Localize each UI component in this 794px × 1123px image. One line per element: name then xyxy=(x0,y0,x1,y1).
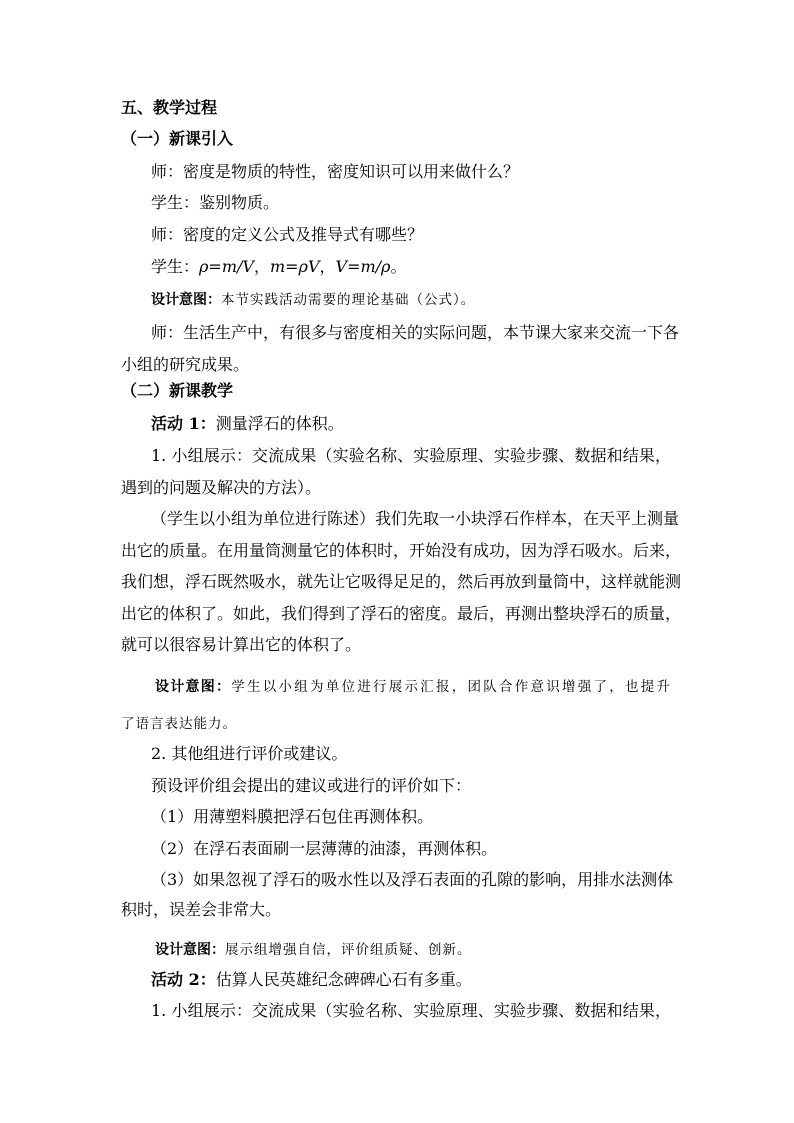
part1-heading: （一）新课引入 xyxy=(121,129,234,148)
part2-heading: （二）新课教学 xyxy=(121,381,234,400)
item-3-line-1: 1. 小组展示：交流成果（实验名称、实验原理、实验步骤、数据和结果， xyxy=(151,1001,671,1020)
sub-item-2: （2）在浮石表面刷一层薄薄的油漆，再测体积。 xyxy=(151,839,498,858)
sub-item-1: （1）用薄塑料膜把浮石包住再测体积。 xyxy=(151,807,434,826)
sub-item-3-line-1: （3）如果忽视了浮石的吸水性以及浮石表面的孔隙的影响，用排水法测体 xyxy=(151,870,674,889)
dialog-line-2: 学生：鉴别物质。 xyxy=(151,193,280,212)
para-line-1: 师：生活生产中，有很多与密度相关的实际问题，本节课大家来交流一下各 xyxy=(151,323,680,342)
design-note-2 xyxy=(155,676,671,698)
story-line-1: （学生以小组为单位进行陈述）我们先取一小块浮石作样本，在天平上测量 xyxy=(151,509,680,528)
item-1-line-2: 遇到的问题及解决的方法）。 xyxy=(121,478,322,497)
preset-line: 预设评价组会提出的建议或进行的评价如下： xyxy=(151,776,472,795)
formula-prefix: 学生： xyxy=(151,257,200,276)
activity-1-text: 测量浮石的体积。 xyxy=(215,414,344,433)
formula-volume: V=m/ρ xyxy=(335,257,391,276)
formula-sep-2: ， xyxy=(319,257,336,276)
design-note-3-label: 设计意图： xyxy=(155,942,225,958)
story-line-4: 出它的体积了。如此，我们得到了浮石的密度。最后，再测出整块浮石的质量， xyxy=(121,604,682,623)
design-note-2-text: 学生以小组为单位进行展示汇报，团队合作意识增强了，也提升 xyxy=(231,679,671,695)
design-note-3-text: 展示组增强自信，评价组质疑、创新。 xyxy=(225,942,472,958)
dialog-line-3: 师：密度的定义公式及推导式有哪些？ xyxy=(151,225,424,244)
design-note-3 xyxy=(155,939,472,961)
activity-1-label: 活动 1： xyxy=(151,414,216,433)
section-title: 五、教学过程 xyxy=(121,98,218,117)
story-line-3: 我们想，浮石既然吸水，就先让它吸得足足的，然后再放到量筒中，这样就能测 xyxy=(121,572,682,591)
formula-sep-1: ， xyxy=(253,257,270,276)
activity-2 xyxy=(151,969,472,991)
activity-2-text: 估算人民英雄纪念碑碑心石有多重。 xyxy=(215,970,472,989)
design-note-2-cont: 了语言表达能力。 xyxy=(121,716,237,732)
formula-density: ρ=m/V xyxy=(199,257,254,276)
formula-line xyxy=(151,256,406,278)
story-line-5: 就可以很容易计算出它的体积了。 xyxy=(121,635,362,654)
story-line-2: 出它的质量。在用量筒测量它的体积时，开始没有成功，因为浮石吸水。后来， xyxy=(121,541,682,560)
sub-item-3-line-2: 积时，误差会非常大。 xyxy=(121,900,282,919)
formula-end: 。 xyxy=(390,257,407,276)
design-note-2-label: 设计意图： xyxy=(155,679,232,695)
design-note-label: 设计意图： xyxy=(151,292,221,308)
para-line-2: 小组的研究成果。 xyxy=(121,355,250,374)
item-1-line-1: 1. 小组展示：交流成果（实验名称、实验原理、实验步骤、数据和结果， xyxy=(151,446,671,465)
activity-1 xyxy=(151,413,344,435)
activity-2-label: 活动 2： xyxy=(151,970,216,989)
design-note-text: 本节实践活动需要的理论基础（公式）。 xyxy=(221,292,476,308)
dialog-line-1: 师：密度是物质的特性，密度知识可以用来做什么？ xyxy=(151,162,520,181)
formula-mass: m=ρV xyxy=(269,257,320,276)
design-note-1 xyxy=(151,289,475,311)
item-2: 2. 其他组进行评价或建议。 xyxy=(151,744,348,763)
